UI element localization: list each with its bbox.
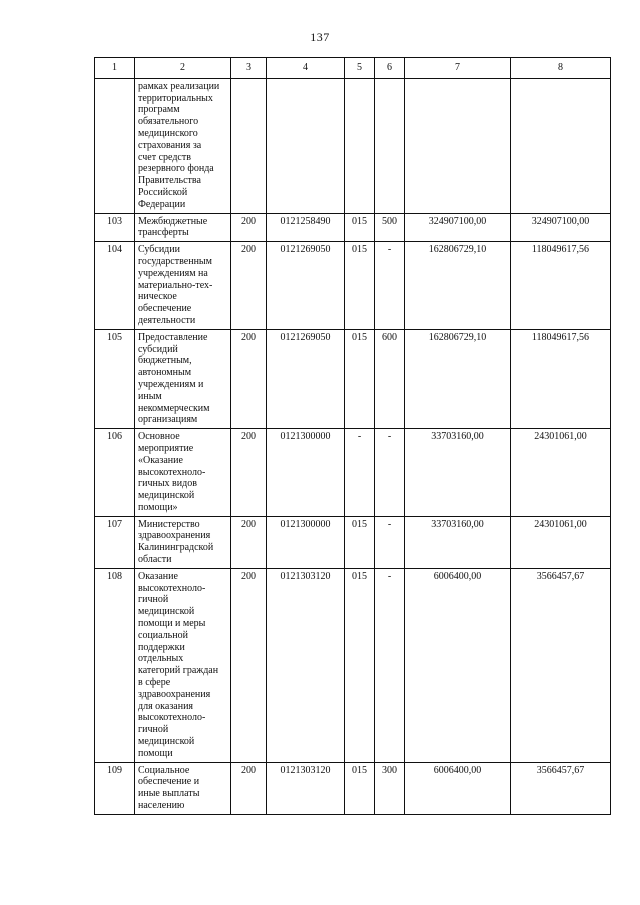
cell-col5 [345,78,375,213]
cell-col6: 500 [375,213,405,242]
cell-col3: 200 [231,568,267,762]
cell-col3: 200 [231,762,267,814]
column-header: 8 [511,58,611,79]
budget-table [94,57,611,815]
column-header: 5 [345,58,375,79]
row-description: Министерство здравоохранения Калининградской области [135,516,231,568]
table-row [95,213,611,242]
column-header: 4 [267,58,345,79]
cell-col3: 200 [231,213,267,242]
column-header: 7 [405,58,511,79]
table-row [95,242,611,330]
row-number: 105 [95,329,135,428]
table-row [95,329,611,428]
cell-col4: 0121269050 [267,329,345,428]
cell-col4: 0121300000 [267,429,345,517]
cell-col7: 33703160,00 [405,429,511,517]
cell-col7: 33703160,00 [405,516,511,568]
cell-col5: 015 [345,242,375,330]
cell-col6: - [375,429,405,517]
cell-col6: - [375,242,405,330]
cell-col3: 200 [231,429,267,517]
cell-col7: 6006400,00 [405,568,511,762]
row-number: 103 [95,213,135,242]
cell-col4: 0121303120 [267,762,345,814]
column-header: 3 [231,58,267,79]
row-number: 109 [95,762,135,814]
cell-col3: 200 [231,242,267,330]
cell-col5: 015 [345,762,375,814]
row-description: Субсидии государственным учреждениям на материально-тех- ническое обеспечение деятельности [135,242,231,330]
cell-col8: 3566457,67 [511,568,611,762]
cell-col3: 200 [231,329,267,428]
cell-col4: 0121300000 [267,516,345,568]
cell-col6: 300 [375,762,405,814]
row-description: Основное мероприятие «Оказание высокотехноло- гичных видов медицинской помощи» [135,429,231,517]
row-number: 106 [95,429,135,517]
cell-col7 [405,78,511,213]
cell-col7: 162806729,10 [405,329,511,428]
table-row [95,429,611,517]
cell-col8 [511,78,611,213]
cell-col6: - [375,516,405,568]
column-header: 2 [135,58,231,79]
cell-col4: 0121258490 [267,213,345,242]
cell-col4 [267,78,345,213]
table-row [95,762,611,814]
page-number: 137 [310,30,330,44]
cell-col3 [231,78,267,213]
cell-col8: 24301061,00 [511,429,611,517]
cell-col7: 324907100,00 [405,213,511,242]
cell-col8: 118049617,56 [511,329,611,428]
row-number: 107 [95,516,135,568]
row-description: Предоставление субсидий бюджетным, автономным учреждениям и иным некоммерческим организациям [135,329,231,428]
table-row [95,568,611,762]
cell-col4: 0121269050 [267,242,345,330]
cell-col8: 118049617,56 [511,242,611,330]
cell-col5: - [345,429,375,517]
row-description: Оказание высокотехноло- гичной медицинской помощи и меры социальной поддержки отдельных категорий граждан в сфере здравоохранения для оказания высокотехноло- гичной медицинской помощи [135,568,231,762]
cell-col8: 3566457,67 [511,762,611,814]
row-description: рамках реализации территориальных программ обязательного медицинского страхования за счет средств резервного фонда Правительства Российской Федерации [135,78,231,213]
column-header: 1 [95,58,135,79]
cell-col6 [375,78,405,213]
table-header-row [95,58,611,79]
cell-col5: 015 [345,568,375,762]
cell-col4: 0121303120 [267,568,345,762]
cell-col8: 324907100,00 [511,213,611,242]
cell-col5: 015 [345,329,375,428]
cell-col7: 162806729,10 [405,242,511,330]
cell-col5: 015 [345,516,375,568]
cell-col6: - [375,568,405,762]
row-number: 108 [95,568,135,762]
cell-col3: 200 [231,516,267,568]
cell-col7: 6006400,00 [405,762,511,814]
row-description: Межбюджетные трансферты [135,213,231,242]
table-row [95,78,611,213]
cell-col5: 015 [345,213,375,242]
table-row [95,516,611,568]
row-number: 104 [95,242,135,330]
row-number [95,78,135,213]
row-description: Социальное обеспечение и иные выплаты населению [135,762,231,814]
cell-col8: 24301061,00 [511,516,611,568]
cell-col6: 600 [375,329,405,428]
column-header: 6 [375,58,405,79]
